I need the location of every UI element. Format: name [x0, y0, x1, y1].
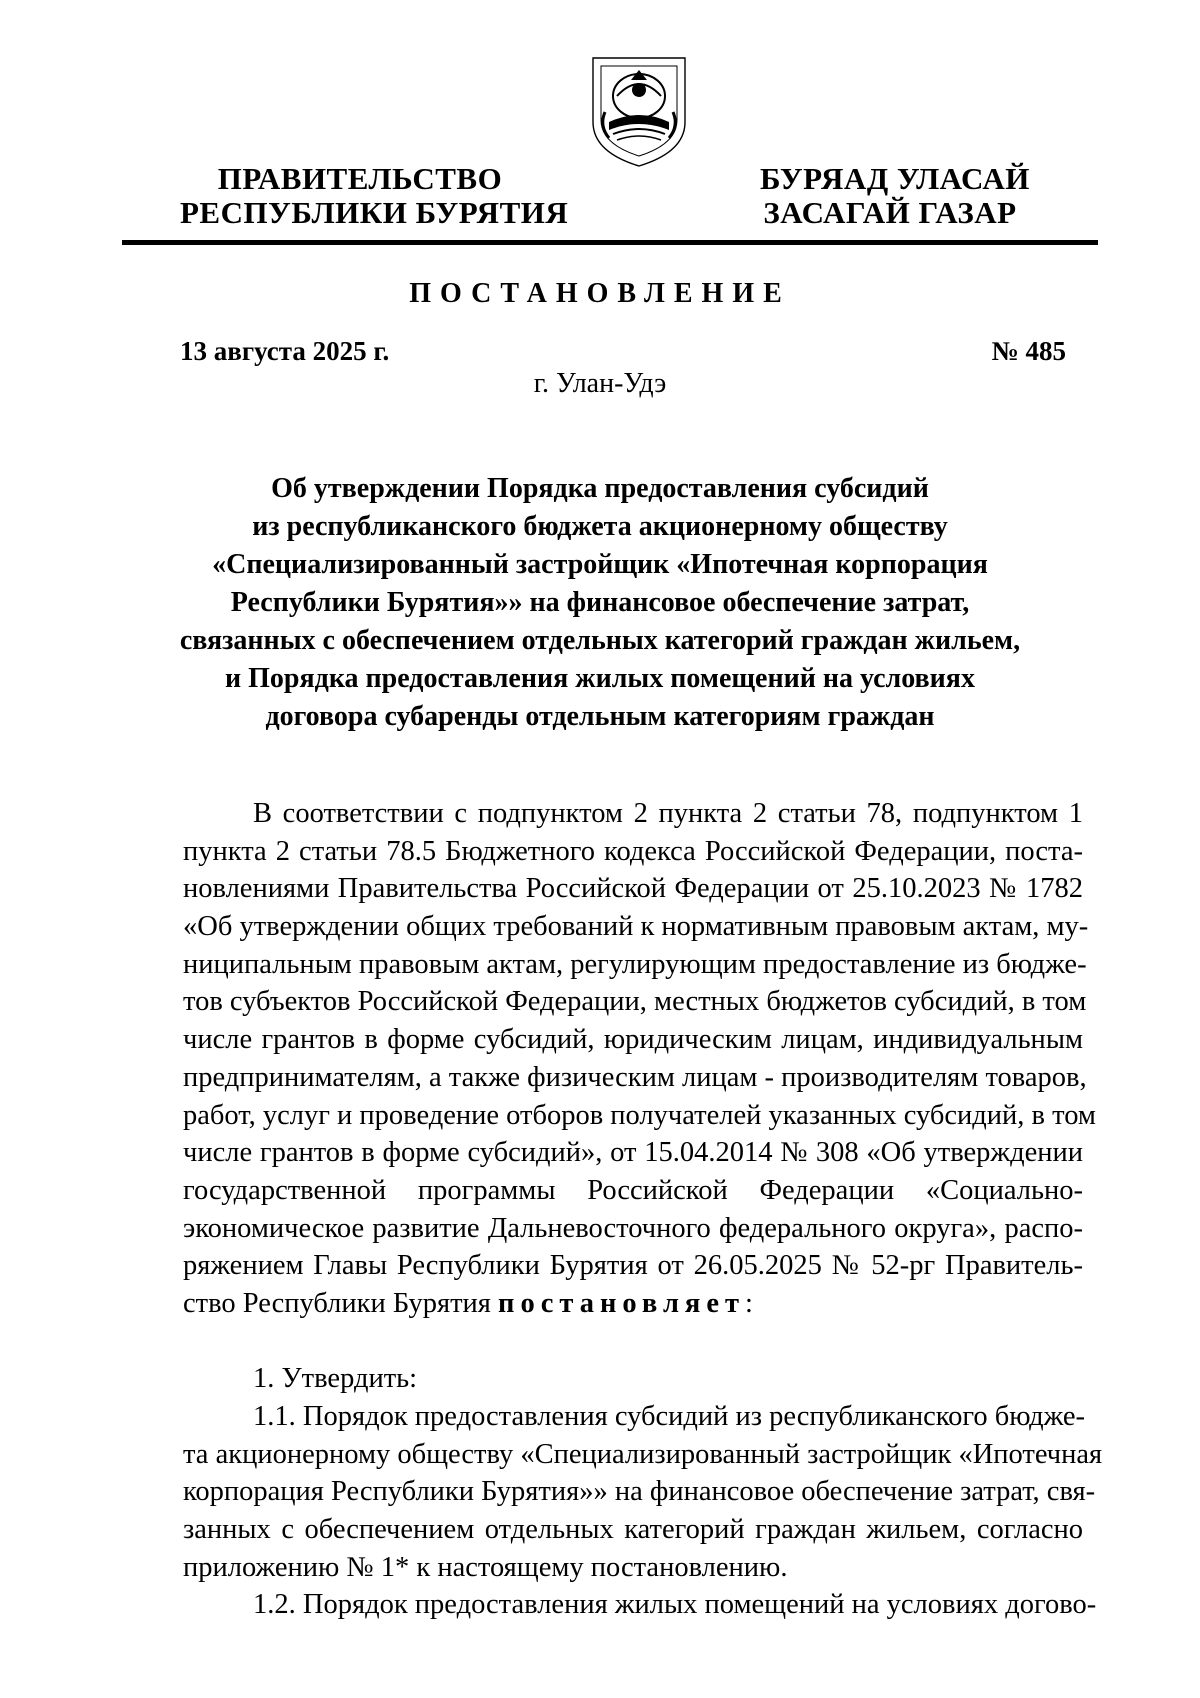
org-name-ru-line-1: ПРАВИТЕЛЬСТВО: [217, 161, 503, 196]
item-1-1-paragraph: [183, 1398, 1103, 1586]
document-body: [183, 795, 1103, 1624]
document-title: [130, 470, 1070, 736]
body-line: ниципальным правовым актам, регулирующим предоставление из бюдже-: [183, 948, 1087, 980]
title-line: из республиканского бюджета акционерному обществу: [252, 511, 948, 542]
document-date: 13 августа 2025 г.: [180, 336, 390, 366]
body-line: корпорация Республики Бурятия»» на финансовое обеспечение затрат, свя-: [183, 1476, 1096, 1508]
body-line: государственной программы Российской Федерации «Социально-: [183, 1174, 1083, 1206]
org-name-bur-line-2: ЗАСАГАЙ ГАЗАР: [763, 195, 1017, 230]
org-name-russian: [180, 161, 569, 230]
body-line: та акционерному обществу «Специализированный застройщик «Ипотечная: [183, 1438, 1103, 1470]
title-line: и Порядка предоставления жилых помещений на условиях: [225, 663, 975, 694]
body-line: тов субъектов Российской Федерации, местных бюджетов субсидий, в том: [183, 986, 1087, 1018]
title-line: связанных с обеспечением отдельных категорий граждан жильем,: [179, 625, 1021, 656]
body-line: числе грантов в форме субсидий», от 15.04.2014 № 308 «Об утверждении: [183, 1137, 1083, 1169]
preamble-last-tail: :: [745, 1287, 753, 1319]
org-name-bur-line-1: БУРЯАД УЛАСАЙ: [760, 161, 1030, 196]
title-line: «Специализированный застройщик «Ипотечная корпорация: [212, 549, 988, 580]
document-type: ПОСТАНОВЛЕНИЕ: [409, 278, 791, 309]
body-line: приложению № 1* к настоящему постановлению.: [183, 1551, 788, 1583]
org-name-ru-line-2: РЕСПУБЛИКИ БУРЯТИЯ: [180, 195, 569, 230]
preamble-paragraph: [183, 795, 1096, 1323]
item-1-2-line: 1.2. Порядок предоставления жилых помещений на условиях догово-: [253, 1589, 1097, 1621]
body-line: 1.1. Порядок предоставления субсидий из республиканского бюдже-: [253, 1401, 1086, 1432]
title-line: договора субаренды отдельным категориям граждан: [265, 701, 935, 732]
item-1: 1. Утвердить:: [253, 1363, 418, 1395]
body-line: занных с обеспечением отдельных категорий граждан жильем, согласно: [183, 1514, 1083, 1546]
header-divider: [122, 240, 1098, 245]
org-name-buryat: [760, 161, 1030, 230]
document-city: г. Улан-Удэ: [533, 368, 667, 399]
title-line: Об утверждении Порядка предоставления субсидий: [271, 473, 929, 504]
body-line: В соответствии с подпунктом 2 пункта 2 статьи 78, подпунктом 1: [253, 798, 1083, 829]
title-line: Республики Бурятия»» на финансовое обеспечение затрат,: [230, 587, 970, 618]
coat-of-arms-icon: [587, 52, 691, 170]
body-line: работ, услуг и проведение отборов получателей указанных субсидий, в том: [183, 1099, 1096, 1131]
body-line: новлениями Правительства Российской Федерации от 25.10.2023 № 1782: [183, 873, 1083, 905]
body-line-final: [183, 1285, 1083, 1323]
decree-word: постановляет: [498, 1287, 745, 1319]
preamble-last-text: ство Республики Бурятия: [183, 1287, 499, 1319]
document-number: № 485: [991, 336, 1066, 366]
body-line: «Об утверждении общих требований к нормативным правовым актам, му-: [183, 911, 1089, 943]
body-line: числе грантов в форме субсидий, юридическим лицам, индивидуальным: [183, 1024, 1083, 1056]
body-line: экономическое развитие Дальневосточного федерального округа», распо-: [183, 1212, 1083, 1244]
body-line: предпринимателям, а также физическим лицам - производителям товаров,: [183, 1061, 1087, 1093]
body-line: пункта 2 статьи 78.5 Бюджетного кодекса Российской Федерации, поста-: [183, 835, 1083, 867]
body-line: ряжением Главы Республики Бурятия от 26.05.2025 № 52-рг Правитель-: [183, 1250, 1083, 1282]
paragraph-gap: [183, 1323, 1083, 1361]
